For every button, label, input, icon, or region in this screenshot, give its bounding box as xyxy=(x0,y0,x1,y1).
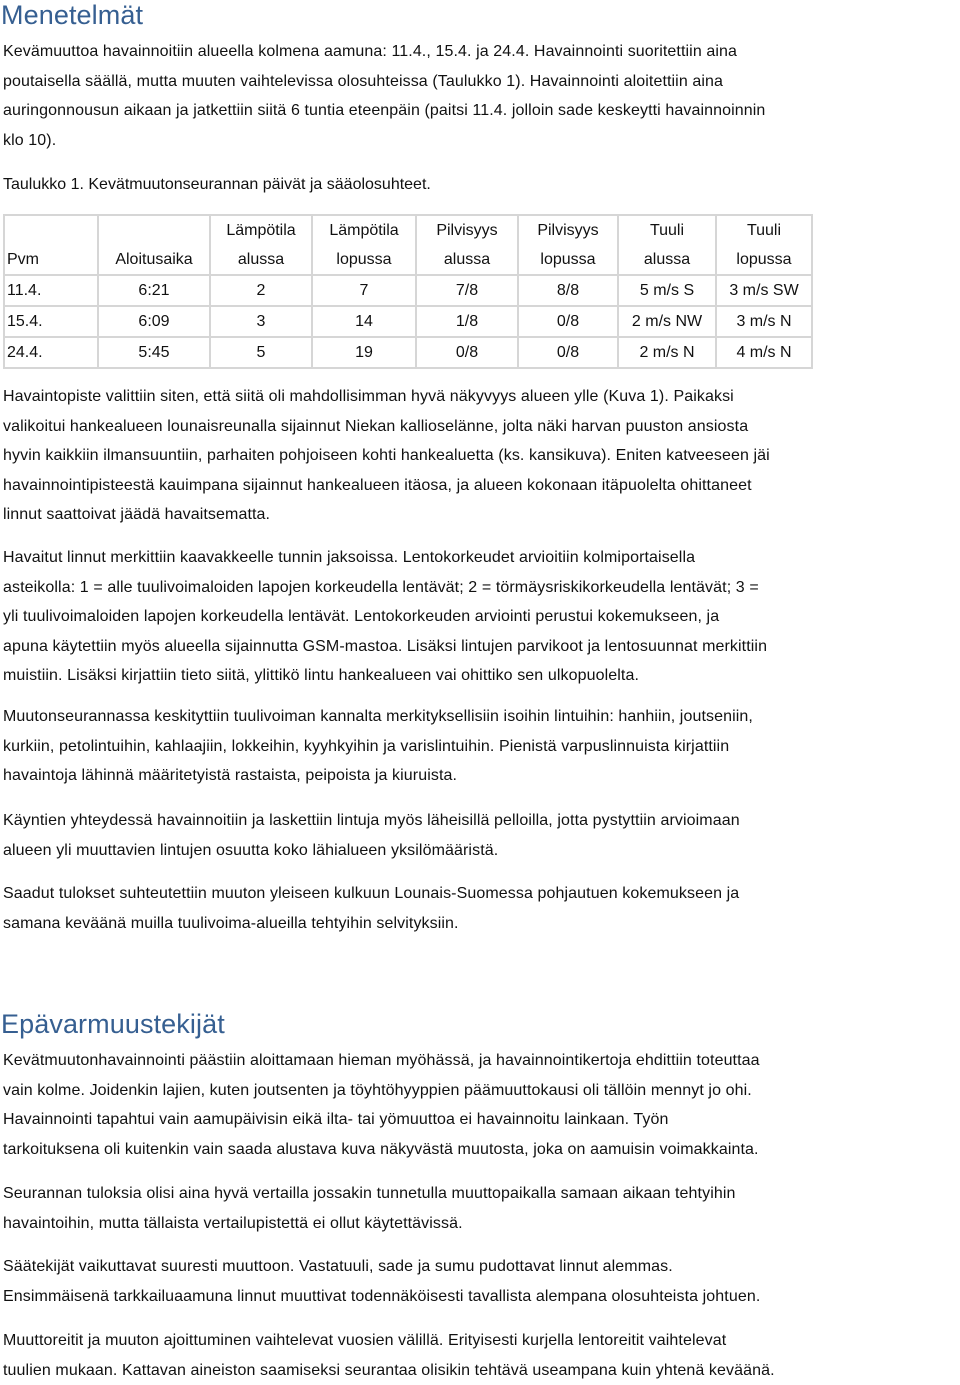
table-row xyxy=(4,306,812,337)
text-line: Kevätmuutonhavainnointi päästiin aloittamaan hieman myöhässä, ja havainnointikertoja ehdittiin toteuttaa xyxy=(3,1046,958,1076)
table-cell: 0/8 xyxy=(416,337,518,368)
section-title-uncertainties: Epävarmuustekijät xyxy=(1,1009,225,1040)
section-title-methods: Menetelmät xyxy=(1,0,143,31)
text-line: apuna käytettiin myös alueella sijainnutta GSM-mastoa. Lisäksi lintujen parvikoot ja lentosuunnat merkittiin xyxy=(3,632,958,662)
text-line: samana keväänä muilla tuulivoima-alueilla tehtyihin selvityksiin. xyxy=(3,909,958,939)
weather-table xyxy=(3,214,813,369)
intro-paragraph xyxy=(3,37,958,155)
header-cell-wind-end: Tuuli lopussa xyxy=(716,215,812,275)
text-line: Muutonseurannassa keskityttiin tuulivoiman kannalta merkityksellisiin isoihin lintuihin: hanhiin, joutseniin, xyxy=(3,702,958,732)
table-cell: 2 m/s NW xyxy=(618,306,716,337)
table-cell: 2 m/s N xyxy=(618,337,716,368)
paragraph-annual-variation xyxy=(3,1326,958,1385)
paragraph-late-start xyxy=(3,1046,958,1164)
text-line: poutaisella säällä, mutta muuten vaihtelevissa olosuhteissa (Taulukko 1). Havainnointi aloitettiin aina xyxy=(3,67,958,97)
table-cell: 11.4. xyxy=(4,275,98,306)
table-cell: 7 xyxy=(312,275,416,306)
table-cell: 6:21 xyxy=(98,275,210,306)
header-cell-cloud-start: Pilvisyys alussa xyxy=(416,215,518,275)
table-cell: 0/8 xyxy=(518,306,618,337)
text-line: kurkiin, petolintuihin, kahlaajiin, lokkeihin, kyyhkyihin ja varislintuihin. Pienistä varpuslinnuista kirjattiin xyxy=(3,732,958,762)
text-line: havainnointipisteestä kauimpana sijainnut hankealueen itäosa, ja alueen kokonaan itäpuolelta ohittaneet xyxy=(3,471,958,501)
header-cell-cloud-end: Pilvisyys lopussa xyxy=(518,215,618,275)
text-line: klo 10). xyxy=(3,126,958,156)
paragraph-reference-site xyxy=(3,1179,958,1238)
paragraph-weather-effects xyxy=(3,1252,958,1311)
text-line: tuulien mukaan. Kattavan aineiston saamiseksi seurantaa olisikin tehtävä useampana kuin yhtenä keväänä. xyxy=(3,1356,958,1385)
text-line: Muuttoreitit ja muuton ajoittuminen vaihtelevat vuosien välillä. Erityisesti kurjella lentoreitit vaihtelevat xyxy=(3,1326,958,1356)
text-line: Havainnointi tapahtui vain aamupäivisin eikä ilta- tai yömuuttoa ei havainnoitu lainkaan. Työn xyxy=(3,1105,958,1135)
table-cell: 6:09 xyxy=(98,306,210,337)
text-line: muistiin. Lisäksi kirjattiin tieto siitä, ylittikö lintu hankealueen vai ohittiko sen ulkopuolelta. xyxy=(3,661,958,691)
table-cell: 3 m/s SW xyxy=(716,275,812,306)
paragraph-observation-point xyxy=(3,382,958,530)
table-cell: 24.4. xyxy=(4,337,98,368)
text-line: alueen yli muuttavien lintujen osuutta koko lähialueen yksilömääristä. xyxy=(3,836,958,866)
table-cell: 3 xyxy=(210,306,312,337)
paragraph-field-counts xyxy=(3,806,958,865)
header-cell-temp-end: Lämpötila lopussa xyxy=(312,215,416,275)
table-cell: 5 xyxy=(210,337,312,368)
table-cell: 14 xyxy=(312,306,416,337)
text-line: auringonnousun aikaan ja jatkettiin siitä 6 tuntia eteenpäin (paitsi 11.4. jolloin sade keskeytti havainnoinnin xyxy=(3,96,958,126)
table-cell: 8/8 xyxy=(518,275,618,306)
text-line: Käyntien yhteydessä havainnoitiin ja laskettiin lintuja myös läheisillä pelloilla, jotta pystyttiin arvioimaan xyxy=(3,806,958,836)
paragraph-focus-species xyxy=(3,702,958,791)
text-line: Saadut tulokset suhteutettiin muuton yleiseen kulkuun Lounais-Suomessa pohjautuen kokemukseen ja xyxy=(3,879,958,909)
paragraph-recording xyxy=(3,543,958,691)
text-line: havaintoihin, mutta tällaista vertailupistettä ei ollut käytettävissä. xyxy=(3,1209,958,1239)
table-cell: 15.4. xyxy=(4,306,98,337)
text-line: vain kolme. Joidenkin lajien, kuten joutsenten ja töyhtöhyyppien päämuuttokausi oli tällöin mennyt jo ohi. xyxy=(3,1076,958,1106)
table-cell: 2 xyxy=(210,275,312,306)
table-row xyxy=(4,275,812,306)
text-line: Kevämuuttoa havainnoitiin alueella kolmena aamuna: 11.4., 15.4. ja 24.4. Havainnointi suoritettiin aina xyxy=(3,37,958,67)
text-line: yli tuulivoimaloiden lapojen korkeudella lentävät. Lentokorkeuden arviointi perustui kokemukseen, ja xyxy=(3,602,958,632)
table-cell: 0/8 xyxy=(518,337,618,368)
text-line: valikoitui hankealueen lounaisreunalla sijainnut Niekan kallioselänne, jolta näki harvan puuston ansiosta xyxy=(3,412,958,442)
text-line: hyvin kaikkiin ilmansuuntiin, parhaiten pohjoiseen kohti hankealuetta (ks. kansikuva). Eniten katveeseen jäi xyxy=(3,441,958,471)
table-cell: 5:45 xyxy=(98,337,210,368)
table-cell: 19 xyxy=(312,337,416,368)
table-cell: 3 m/s N xyxy=(716,306,812,337)
header-cell-start-time: Aloitusaika xyxy=(98,215,210,275)
text-line: tarkoituksena oli kuitenkin vain saada alustava kuva näkyvästä muutosta, joka on aamuisin voimakkainta. xyxy=(3,1135,958,1165)
header-cell-wind-start: Tuuli alussa xyxy=(618,215,716,275)
text-line: havaintoja lähinnä määritetyistä rastaista, peipoista ja kiuruista. xyxy=(3,761,958,791)
table-caption: Taulukko 1. Kevätmuutonseurannan päivät ja sääolosuhteet. xyxy=(3,170,431,200)
table-cell: 1/8 xyxy=(416,306,518,337)
table-row xyxy=(4,337,812,368)
text-line: linnut saattoivat jäädä havaitsematta. xyxy=(3,500,958,530)
text-line: Ensimmäisenä tarkkailuaamuna linnut muuttivat todennäköisesti tavallista alempana olosuhteista johtuen. xyxy=(3,1282,958,1312)
header-cell-date: Pvm xyxy=(4,215,98,275)
table-cell: 5 m/s S xyxy=(618,275,716,306)
text-line: asteikolla: 1 = alle tuulivoimaloiden lapojen korkeudella lentävät; 2 = törmäysriskikorkeudella lentävät; 3 = xyxy=(3,573,958,603)
paragraph-comparison xyxy=(3,879,958,938)
table-cell: 4 m/s N xyxy=(716,337,812,368)
text-line: Säätekijät vaikuttavat suuresti muuttoon. Vastatuuli, sade ja sumu pudottavat linnut alemmas. xyxy=(3,1252,958,1282)
header-cell-temp-start: Lämpötila alussa xyxy=(210,215,312,275)
text-line: Havaitut linnut merkittiin kaavakkeelle tunnin jaksoissa. Lentokorkeudet arvioitiin kolmiportaisella xyxy=(3,543,958,573)
text-line: Havaintopiste valittiin siten, että siitä oli mahdollisimman hyvä näkyvyys alueen ylle (Kuva 1). Paikaksi xyxy=(3,382,958,412)
text-line: Seurannan tuloksia olisi aina hyvä vertailla jossakin tunnetulla muuttopaikalla samaan aikaan tehtyihin xyxy=(3,1179,958,1209)
table-header-row xyxy=(4,215,812,275)
table-cell: 7/8 xyxy=(416,275,518,306)
